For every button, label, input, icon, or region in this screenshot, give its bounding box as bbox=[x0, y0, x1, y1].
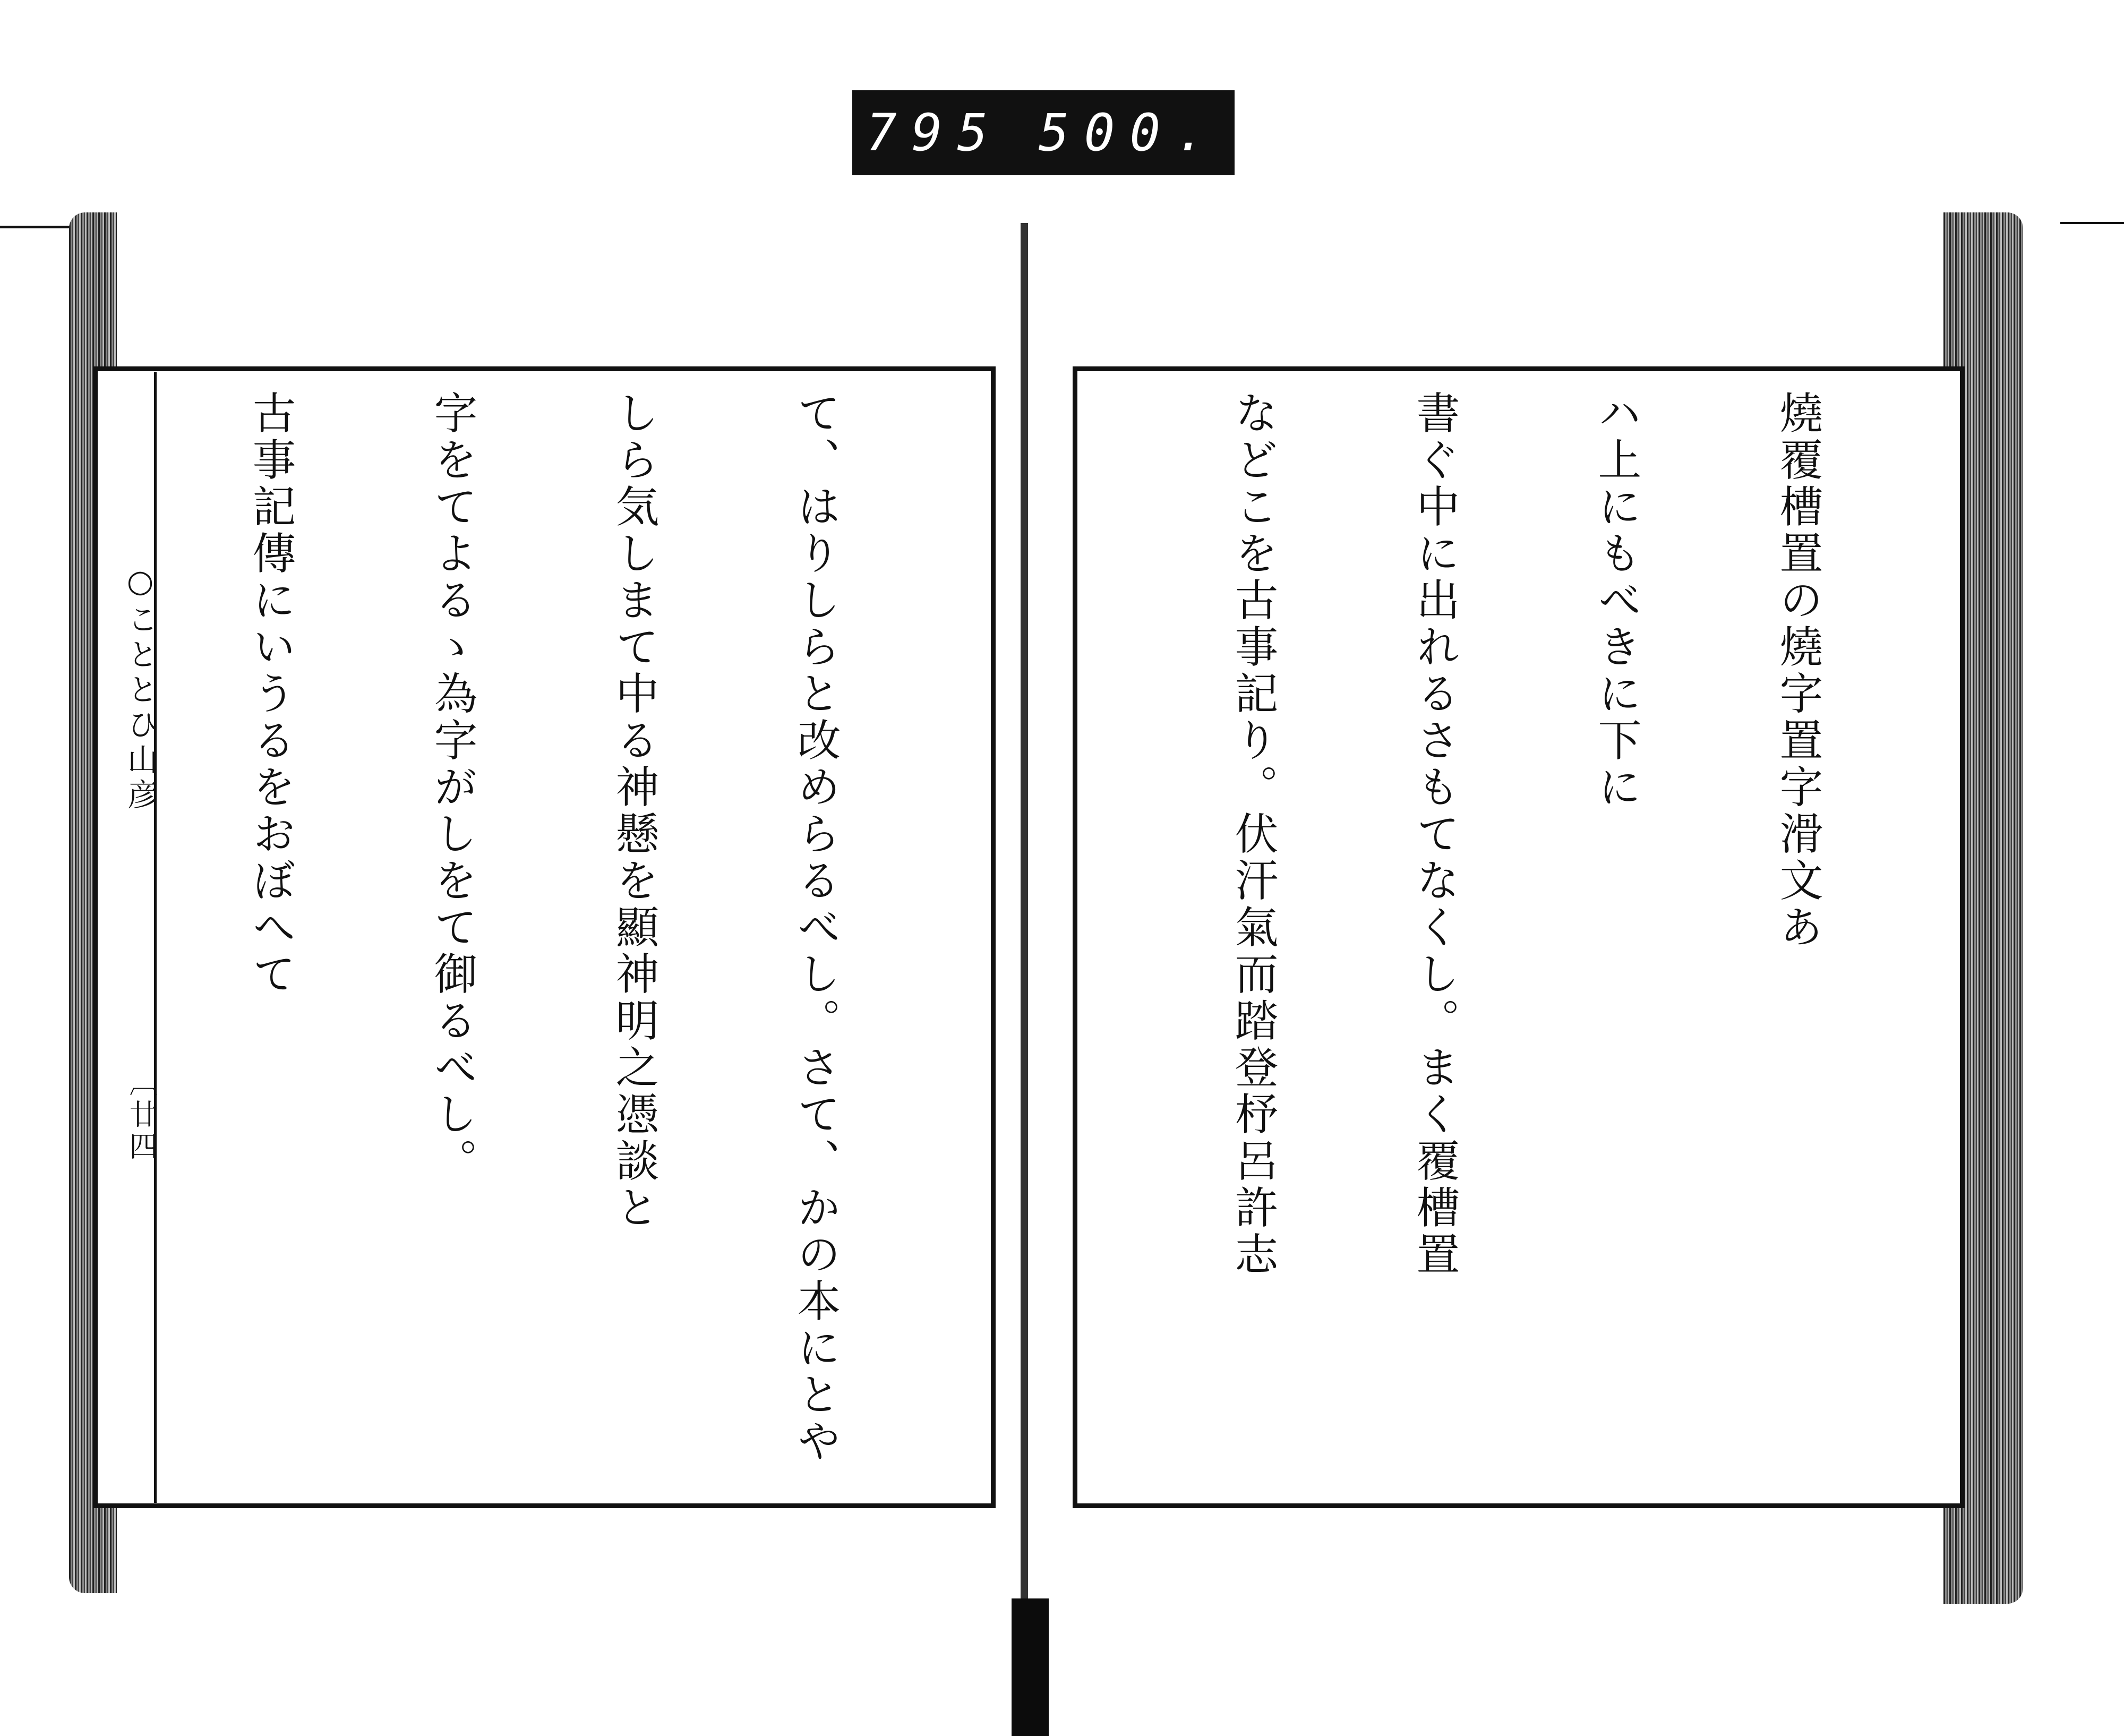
text-line: 書ぐ中に出れるさもてなくし。まく覆槽置 bbox=[1409, 390, 1460, 1278]
archive-label-plate bbox=[852, 90, 1235, 175]
book-spine bbox=[1021, 223, 1028, 1604]
text-line: て、はりしらと改めらるべし。さて、かの本にとや bbox=[790, 390, 841, 1465]
text-line: ハ上にもべきに下に bbox=[1591, 390, 1641, 811]
margin-title: ○こととひ山彦 bbox=[122, 563, 158, 814]
text-line: しら気しまて中る神懸を顯神明之憑談と bbox=[609, 390, 659, 1232]
right-page-text bbox=[1120, 390, 1949, 1495]
spine-clamp bbox=[1012, 1598, 1049, 1736]
archive-number-left: 795 bbox=[866, 103, 1003, 163]
text-line: 燒覆槽置の燒字置字滑文あ bbox=[1772, 390, 1823, 951]
text-line: 古事記傳にいうるをおぼへて bbox=[245, 390, 296, 998]
left-page-text bbox=[175, 390, 966, 1495]
text-line: 字をてよるゝ為字がしをて御るべし。 bbox=[427, 390, 477, 1185]
left-margin-rule bbox=[154, 372, 157, 1503]
archive-number-right: 500. bbox=[1038, 103, 1221, 163]
folio-number: 〔廿四 bbox=[125, 1067, 158, 1163]
scan-rule-left bbox=[0, 226, 72, 228]
scan-rule-right bbox=[2060, 222, 2124, 224]
text-line: などこを古事記り。伏汗氣而踏登杼呂許志 bbox=[1228, 390, 1278, 1278]
